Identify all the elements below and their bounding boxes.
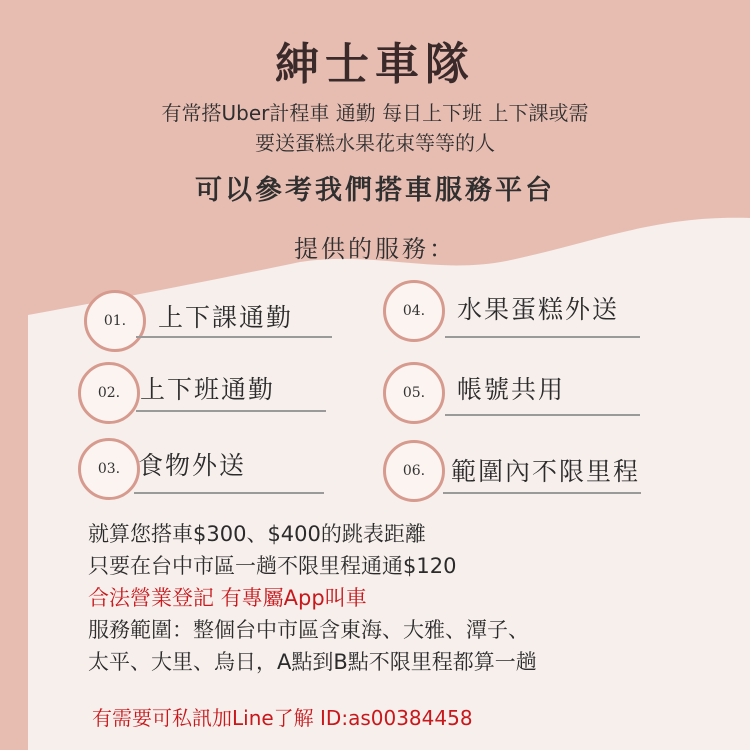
intro-line-1: 有常搭Uber計程車 通勤 每日上下班 上下課或需: [161, 101, 589, 125]
info-line-1: 就算您搭車$300、$400的跳表距離: [88, 522, 426, 546]
underline: [134, 492, 324, 494]
service-label: 上下課通勤: [158, 303, 294, 332]
service-number-circle: [78, 438, 140, 500]
service-number: 01.: [103, 313, 127, 329]
service-number: 04.: [402, 303, 426, 319]
service-number-circle: [78, 362, 140, 424]
info-line-5: 太平、大里、烏日，A點到B點不限里程都算一趟: [88, 650, 537, 674]
service-number: 05.: [402, 385, 426, 401]
service-label: 水果蛋糕外送: [457, 295, 620, 324]
service-number: 06.: [402, 463, 426, 479]
underline: [445, 414, 640, 416]
service-number: 02.: [97, 385, 121, 401]
info-line-4: 服務範圍：整個台中市區含東海、大雅、潭子、: [88, 618, 529, 642]
intro-line-2: 要送蛋糕水果花束等等的人: [255, 131, 495, 155]
contact-line: 有需要可私訊加Line了解 ID:as00384458: [92, 706, 473, 730]
service-label: 帳號共用: [457, 375, 566, 404]
service-label: 食物外送: [138, 451, 247, 480]
underline: [136, 336, 332, 338]
service-number-circle: [84, 290, 146, 352]
service-number-circle: [383, 280, 445, 342]
underline: [443, 492, 641, 494]
service-label: 範圍內不限里程: [451, 457, 641, 486]
underline: [445, 336, 640, 338]
service-label: 上下班通勤: [140, 375, 276, 404]
intro-text: [60, 98, 690, 158]
info-block: [88, 518, 728, 678]
info-line-2: 只要在台中市區一趟不限里程通通$120: [88, 554, 457, 578]
service-number-circle: [383, 362, 445, 424]
headline: 可以參考我們搭車服務平台: [195, 175, 555, 206]
page-title: 紳士車隊: [275, 39, 475, 90]
service-number-circle: [383, 440, 445, 502]
service-number: 03.: [97, 461, 121, 477]
info-line-3: 合法營業登記 有專屬App叫車: [88, 586, 367, 610]
underline: [136, 410, 326, 412]
services-title: 提供的服務：: [294, 235, 456, 263]
